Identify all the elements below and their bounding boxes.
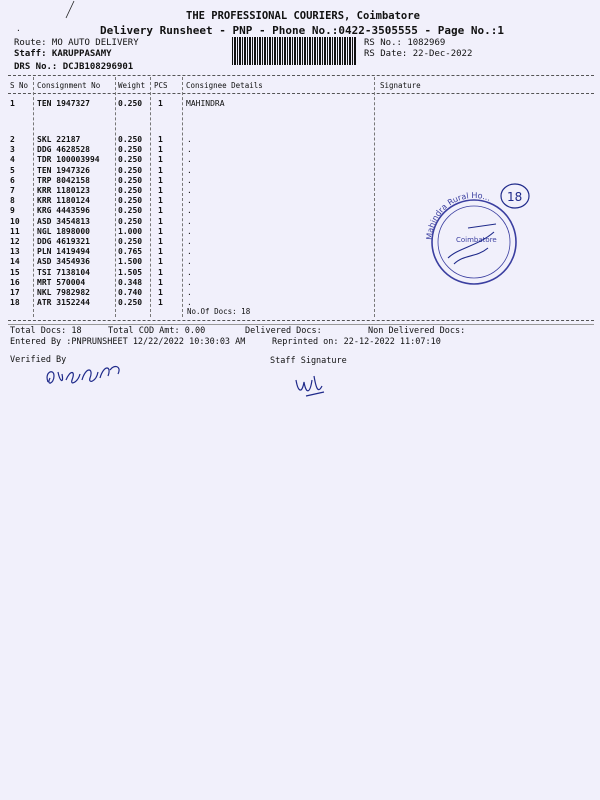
- row-sno: 13: [10, 247, 20, 257]
- row-weight: 1.000: [118, 226, 143, 236]
- row-pcs: 1: [158, 257, 163, 267]
- row-weight: 0.250: [118, 216, 143, 226]
- row-sno: 10: [10, 216, 20, 226]
- row-consignee: .: [187, 165, 192, 175]
- table-top-line: [8, 75, 594, 76]
- row-sno: 12: [10, 237, 20, 246]
- row-pcs: 1: [158, 237, 163, 246]
- col-header-signature: Signature: [380, 81, 421, 90]
- row-weight: 0.765: [118, 247, 143, 257]
- staff-signature-label: Staff Signature: [270, 356, 347, 366]
- verified-signature: [42, 360, 132, 390]
- row-consignment: ATR 3152244: [37, 298, 90, 308]
- stamp-city: Coimbatore: [456, 236, 497, 244]
- row-consignee: .: [187, 277, 192, 287]
- row-weight: 0.250: [118, 237, 143, 246]
- row-weight: 0.250: [118, 175, 143, 185]
- circled-count-text: 18: [507, 190, 523, 204]
- row-pcs: 1: [158, 186, 163, 195]
- row-consignee: .: [187, 237, 192, 246]
- row-consignee: .: [187, 135, 192, 144]
- drs-number: DRS No.: DCJB108296901: [14, 62, 134, 72]
- row-pcs: 1: [158, 247, 163, 257]
- row-consignment: NKL 7982982: [37, 288, 90, 297]
- row-consignment: DDG 4619321: [37, 237, 90, 246]
- table-row: [0, 166, 600, 176]
- row-pcs: 1: [158, 99, 163, 108]
- row-consignment: TEN 1947327: [37, 99, 90, 108]
- row-weight: 0.250: [118, 135, 143, 144]
- row-consignment: NGL 1898000: [37, 226, 90, 236]
- runsheet-title: Delivery Runsheet - PNP - Phone No.:0422-3505555 - Page No.:1: [100, 24, 504, 37]
- row-sno: 16: [10, 277, 20, 287]
- row-sno: 8: [10, 196, 15, 206]
- row-sno: 9: [10, 206, 15, 216]
- row-consignee: .: [187, 247, 192, 257]
- row-consignment: SKL 22187: [37, 135, 81, 144]
- row-consignee: .: [187, 155, 192, 165]
- total-cod: Total COD Amt: 0.00: [108, 326, 206, 336]
- row-consignee: .: [187, 216, 192, 226]
- row-sno: 15: [10, 267, 20, 277]
- row-weight: 1.500: [118, 257, 143, 267]
- row-sno: 11: [10, 226, 20, 236]
- row-weight: 0.740: [118, 288, 143, 297]
- route-label: Route: MO AUTO DELIVERY: [14, 38, 139, 48]
- col-header-consignee: Consignee Details: [186, 81, 263, 90]
- row-consignment: KRR 1180124: [37, 196, 90, 206]
- col-header-consignment: Consignment No: [37, 81, 101, 90]
- row-pcs: 1: [158, 165, 163, 175]
- row-consignment: KRR 1180123: [37, 186, 90, 195]
- row-pcs: 1: [158, 277, 163, 287]
- row-consignee: .: [187, 196, 192, 206]
- row-consignee: .: [187, 206, 192, 216]
- row-consignee: .: [187, 298, 192, 308]
- barcode: [232, 37, 356, 65]
- table-row: [0, 155, 600, 165]
- row-pcs: 1: [158, 155, 163, 165]
- row-weight: 0.250: [118, 145, 143, 155]
- row-sno: 1: [10, 99, 15, 108]
- row-sno: 7: [10, 186, 15, 195]
- row-weight: 0.250: [118, 206, 143, 216]
- row-pcs: 1: [158, 135, 163, 144]
- row-sno: 14: [10, 257, 20, 267]
- row-consignee: .: [187, 267, 192, 277]
- row-pcs: 1: [158, 267, 163, 277]
- scan-line: [60, 0, 80, 20]
- no-of-docs: No.Of Docs: 18: [187, 307, 251, 316]
- rs-number: RS No.: 1082969: [364, 38, 446, 48]
- row-sno: 5: [10, 165, 15, 175]
- row-consignee: .: [187, 145, 192, 155]
- col-header-weight: Weight: [118, 81, 146, 90]
- entered-by: Entered By :PNPRUNSHEET 12/22/2022 10:30:03 AM: [10, 337, 246, 347]
- row-consignment: MRT 570004: [37, 277, 86, 287]
- table-row: [0, 288, 600, 298]
- row-consignment: DDG 4628528: [37, 145, 90, 155]
- row-pcs: 1: [158, 175, 163, 185]
- row-weight: 0.250: [118, 155, 143, 165]
- table-row: [0, 298, 600, 308]
- company-title: THE PROFESSIONAL COURIERS, Coimbatore: [186, 10, 420, 22]
- table-row: [0, 135, 600, 145]
- row-sno: 6: [10, 175, 15, 185]
- row-pcs: 1: [158, 196, 163, 206]
- row-consignment: ASD 3454936: [37, 257, 90, 267]
- row-sno: 3: [10, 145, 15, 155]
- row-weight: 1.505: [118, 267, 143, 277]
- row-consignment: TSI 7138104: [37, 267, 90, 277]
- col-header-pcs: PCS: [154, 81, 168, 90]
- row-consignee: .: [187, 186, 192, 195]
- row-sno: 18: [10, 298, 20, 308]
- row-sno: 4: [10, 155, 15, 165]
- row-pcs: 1: [158, 226, 163, 236]
- row-weight: 0.250: [118, 196, 143, 206]
- row-consignment: PLN 1419494: [37, 247, 90, 257]
- row-weight: 0.348: [118, 277, 143, 287]
- rs-date: RS Date: 22-Dec-2022: [364, 49, 473, 59]
- row-consignment: TEN 1947326: [37, 165, 90, 175]
- row-consignee: .: [187, 257, 192, 267]
- reprinted-on: Reprinted on: 22-12-2022 11:07:10: [272, 337, 441, 347]
- non-delivered-docs: Non Delivered Docs:: [368, 326, 466, 336]
- staff-signature: [292, 372, 328, 400]
- verified-by-label: Verified By: [10, 355, 67, 365]
- row-pcs: 1: [158, 216, 163, 226]
- row-sno: 17: [10, 288, 20, 297]
- row-pcs: 1: [158, 288, 163, 297]
- svg-text:Mahindra Rural Ho...: [425, 191, 492, 240]
- header-bottom-line: [8, 93, 594, 94]
- circled-count: [498, 180, 532, 212]
- col-header-sno: S No: [10, 81, 29, 90]
- row-consignee: .: [187, 288, 192, 297]
- row-pcs: 1: [158, 298, 163, 308]
- row-consignee: MAHINDRA: [186, 99, 225, 108]
- row-consignment: TRP 8042158: [37, 175, 90, 185]
- table-row: [0, 99, 600, 109]
- row-weight: 0.250: [118, 298, 143, 308]
- total-docs: Total Docs: 18: [10, 326, 82, 336]
- table-bottom-line: [8, 320, 594, 321]
- delivered-docs: Delivered Docs:: [245, 326, 322, 336]
- row-consignee: .: [187, 175, 192, 185]
- row-pcs: 1: [158, 145, 163, 155]
- row-consignment: KRG 4443596: [37, 206, 90, 216]
- scan-mark: .: [16, 24, 21, 33]
- stamp-text-top: Mahindra Rural Ho...: [424, 190, 492, 241]
- row-weight: 0.250: [118, 99, 143, 108]
- row-weight: 0.250: [118, 186, 143, 195]
- row-consignment: ASD 3454813: [37, 216, 90, 226]
- row-pcs: 1: [158, 206, 163, 216]
- staff-label: Staff: KARUPPASAMY: [14, 49, 112, 59]
- row-consignee: .: [187, 226, 192, 236]
- row-weight: 0.250: [118, 165, 143, 175]
- row-consignment: TDR 100003994: [37, 155, 100, 165]
- footer-line: [8, 324, 594, 325]
- table-row: [0, 145, 600, 155]
- row-sno: 2: [10, 135, 15, 144]
